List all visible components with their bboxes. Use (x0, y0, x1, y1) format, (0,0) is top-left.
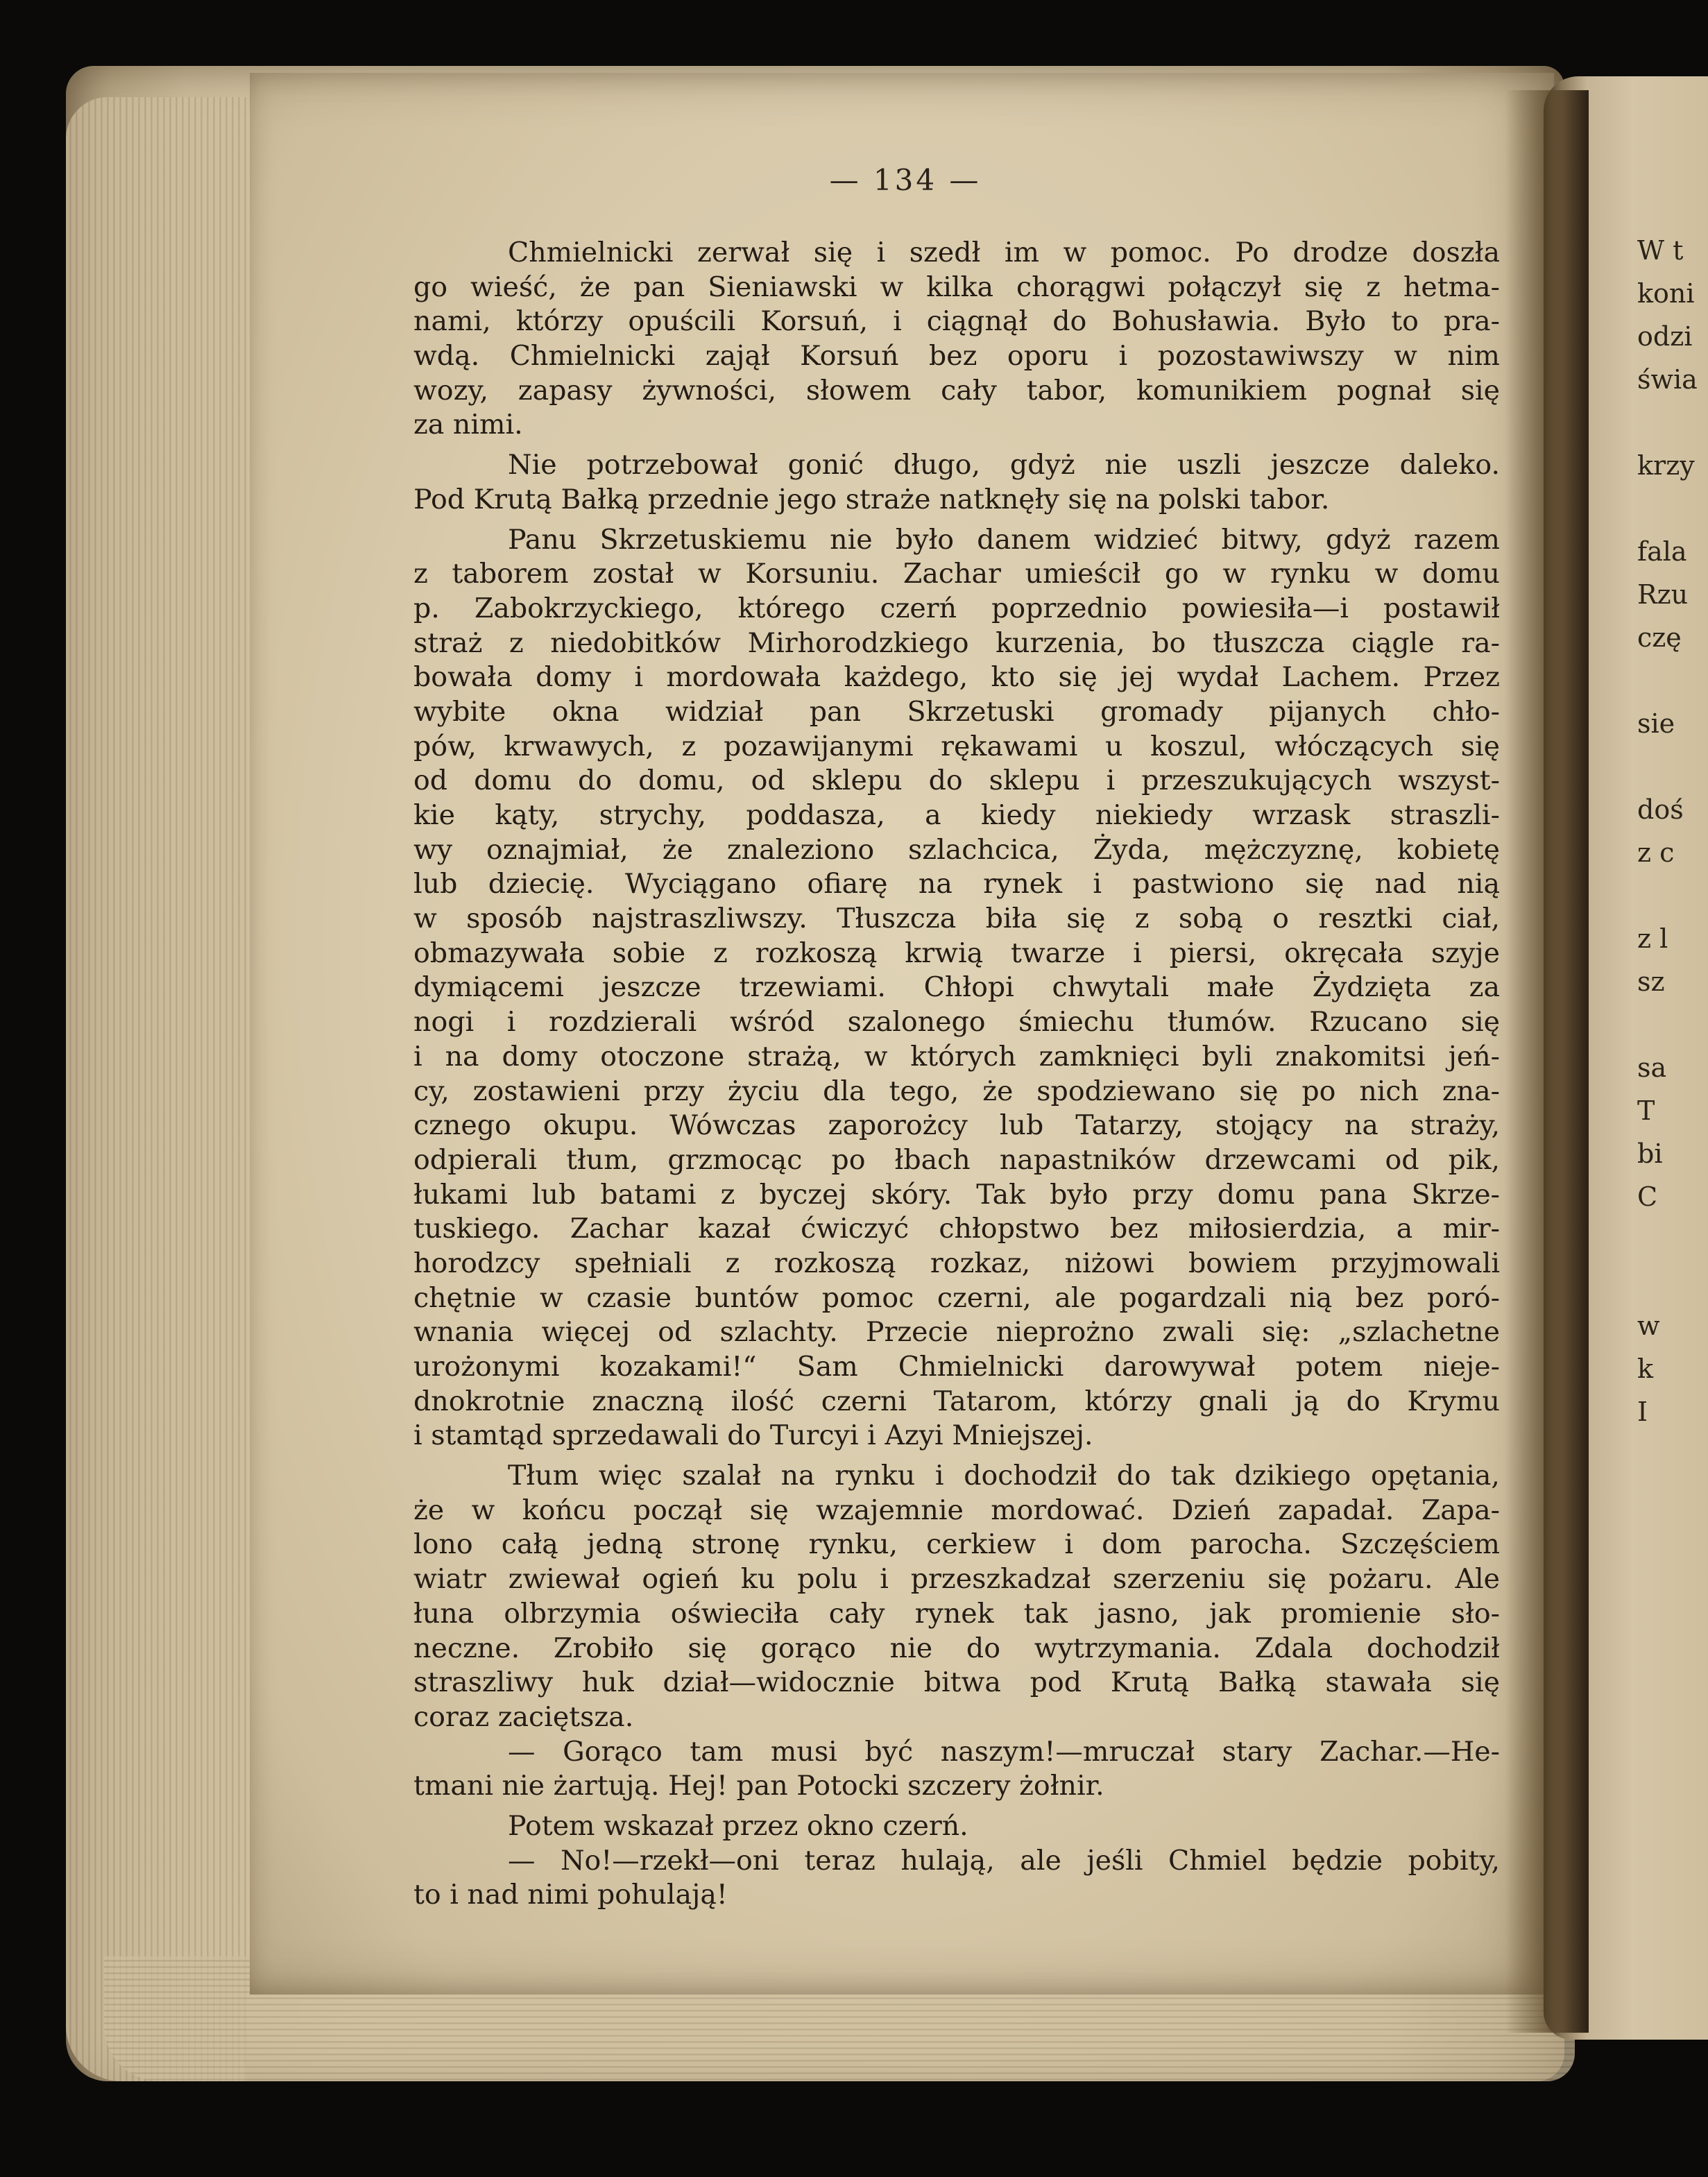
text-line: dnokrotnie znaczną ilość czerni Tatarom, którzy gnali ją do Krymu (413, 1385, 1500, 1417)
text-line: tmani nie żartują. Hej! pan Potocki szczery żołnir. (413, 1770, 1104, 1802)
facing-fragment (1637, 1261, 1708, 1304)
facing-fragment (1637, 1218, 1708, 1261)
text-line: cy, zostawieni przy życiu dla tego, że spodziewano się po nich zna- (413, 1075, 1500, 1107)
facing-fragment: I (1637, 1397, 1648, 1427)
text-line: łukami lub batami z byczej skóry. Tak było przy domu pana Skrze- (413, 1178, 1500, 1211)
text-line: wozy, zapasy żywności, słowem cały tabor, komunikiem pognał się (413, 374, 1500, 407)
text-line: cznego okupu. Wówczas zaporożcy lub Tatarzy, stojący na straży, (413, 1109, 1500, 1142)
facing-fragment (1637, 1519, 1708, 1562)
facing-fragment (1637, 1734, 1708, 1777)
book-gutter (1505, 90, 1589, 2033)
facing-fragment: czę (1637, 622, 1682, 653)
text-line: bowała domy i mordowała każdego, kto się jej wydał Lachem. Przez (413, 661, 1500, 694)
page-number: — 134 — (829, 163, 982, 197)
facing-fragment: z c (1637, 837, 1675, 868)
text-line: coraz zaciętsza. (413, 1700, 634, 1733)
text-line: p. Zabokrzyckiego, którego czerń poprzednio powiesiła—i postawił (413, 592, 1500, 624)
text-line: obmazywała sobie z rozkoszą krwią twarze i piersi, okręcała szyje (413, 937, 1500, 969)
text-line: tuskiego. Zachar kazał ćwiczyć chłopstwo bez miłosierdzia, a mir- (413, 1213, 1500, 1245)
text-line: Pod Krutą Bałką przednie jego straże natknęły się na polski tabor. (413, 483, 1330, 515)
facing-fragment: fala (1637, 536, 1687, 567)
text-line: Nie potrzebował gonić długo, gdyż nie uszli jeszcze daleko. (508, 449, 1500, 481)
text-line: łuna olbrzymia oświeciła cały rynek tak jasno, jak promienie sło- (413, 1597, 1500, 1630)
text-line: wnania więcej od szlachty. Przecie nieprożno zwali się: „szlachetne (413, 1316, 1500, 1349)
text-line: neczne. Zrobiło się gorąco nie do wytrzymania. Zdala dochodził (413, 1632, 1500, 1664)
facing-fragment: T (1637, 1095, 1655, 1126)
text-line: Chmielnicki zerwał się i szedł im w pomoc. Po drodze doszła (508, 237, 1500, 268)
text-line: horodzcy spełniali z rozkoszą rozkaz, niżowi bowiem przyjmowali (413, 1247, 1500, 1279)
text-line: i stamtąd sprzedawali do Turcyi i Azyi Mniejszej. (413, 1419, 1093, 1452)
facing-fragment: k (1637, 1354, 1654, 1384)
text-line: od domu do domu, od sklepu do sklepu i przeszukujących wszyst- (413, 765, 1500, 797)
facing-fragment (1637, 1605, 1708, 1648)
facing-fragment: sz (1637, 966, 1665, 997)
facing-fragment (1637, 1691, 1708, 1734)
text-line: z taborem został w Korsuniu. Zachar umieścił go w rynku w domu (413, 558, 1500, 590)
text-line: lono całą jedną stronę rynku, cerkiew i dom parocha. Szczęściem (413, 1528, 1500, 1561)
facing-fragment: krzy (1637, 450, 1695, 481)
page-edges-left (66, 97, 246, 2081)
page-text (413, 236, 1500, 1913)
text-line: pów, krwawych, z pozawijanymi rękawami u koszul, włóczących się (413, 730, 1500, 762)
facing-fragment: w (1637, 1311, 1660, 1341)
text-line: odpierali tłum, grzmocąc po łbach napastników drzewcami od pik, (413, 1143, 1500, 1176)
facing-fragment: bi (1637, 1138, 1663, 1169)
facing-fragment (1637, 745, 1708, 788)
text-line: to i nad nimi pohulają! (413, 1879, 728, 1911)
facing-fragment (1637, 1648, 1708, 1691)
facing-page-text-fragments (1637, 229, 1708, 1863)
text-line: straszliwy huk dział—widocznie bitwa pod Krutą Bałką stawała się (413, 1666, 1500, 1699)
facing-fragment: W t (1637, 235, 1684, 266)
facing-fragment (1637, 1562, 1708, 1605)
facing-fragment: doś (1637, 794, 1684, 825)
text-line: wybite okna widział pan Skrzetuski gromady pijanych chło- (413, 695, 1500, 728)
text-line: Tłum więc szalał na rynku i dochodził do tak dzikiego opętania, (508, 1460, 1500, 1492)
facing-fragment: koni (1637, 278, 1695, 309)
text-line: dymiącemi jeszcze trzewiami. Chłopi chwytali małe Żydzięta za (413, 971, 1500, 1004)
text-line: chętnie w czasie buntów pomoc czerni, ale pogardzali nią bez poró- (413, 1281, 1500, 1314)
text-line: kie kąty, strychy, poddasza, a kiedy niekiedy wrzask straszli- (413, 799, 1500, 831)
facing-fragment (1637, 1777, 1708, 1820)
facing-fragment: sa (1637, 1052, 1667, 1083)
text-line: urożonymi kozakami!“ Sam Chmielnicki darowywał potem nieje- (413, 1351, 1500, 1383)
facing-fragment (1637, 659, 1708, 702)
text-line: Potem wskazał przez okno czerń. (508, 1809, 968, 1842)
text-line: — Gorąco tam musi być naszym!—mruczał stary Zachar.—He- (508, 1735, 1500, 1768)
facing-fragment (1637, 1820, 1708, 1863)
text-line: w sposób najstraszliwszy. Tłuszcza biła się z sobą o resztki ciał, (413, 903, 1500, 935)
facing-fragment: Rzu (1637, 579, 1689, 610)
text-line: nami, którzy opuścili Korsuń, i ciągnął do Bohusławia. Było to pra- (413, 305, 1500, 338)
text-line: — No!—rzekł—oni teraz hulają, ale jeśli Chmiel będzie pobity, (508, 1844, 1500, 1877)
text-line: straż z niedobitków Mirhorodzkiego kurzenia, bo tłuszcza ciągle ra- (413, 626, 1500, 659)
text-line: wiatr zwiewał ogień ku polu i przeszkadzał szerzeniu się pożaru. Ale (413, 1563, 1500, 1596)
text-line: wdą. Chmielnicki zajął Korsuń bez oporu i pozostawiwszy w nim (413, 340, 1500, 373)
facing-fragment: z l (1637, 923, 1668, 954)
facing-fragment (1637, 1476, 1708, 1519)
text-line: że w końcu począł się wzajemnie mordować. Dzień zapadał. Zapa- (413, 1494, 1500, 1526)
text-line: wy oznajmiał, że znaleziono szlachcica, Żyda, mężczyznę, kobietę (413, 833, 1500, 866)
text-line: i na domy otoczone strażą, w których zamknięci byli znakomitsi jeń- (413, 1040, 1500, 1073)
text-line: za nimi. (413, 409, 523, 441)
facing-fragment: świa (1637, 364, 1698, 395)
facing-fragment (1637, 1003, 1708, 1046)
facing-fragment: sie (1637, 708, 1675, 739)
facing-fragment (1637, 874, 1708, 917)
text-line: nogi i rozdzierali wśród szalonego śmiechu tłumów. Rzucano się (413, 1006, 1500, 1039)
facing-fragment: C (1637, 1181, 1658, 1212)
facing-fragment: odzi (1637, 321, 1693, 352)
facing-fragment (1637, 1433, 1708, 1476)
text-line: Panu Skrzetuskiemu nie było danem widzieć bitwy, gdyż razem (508, 523, 1500, 556)
text-line: go wieść, że pan Sieniawski w kilka chorągwi połączył się z hetma- (413, 271, 1500, 303)
facing-fragment (1637, 487, 1708, 530)
text-line: lub dziecię. Wyciągano ofiarę na rynek i pastwiono się nad nią (413, 868, 1500, 900)
facing-fragment (1637, 401, 1708, 444)
